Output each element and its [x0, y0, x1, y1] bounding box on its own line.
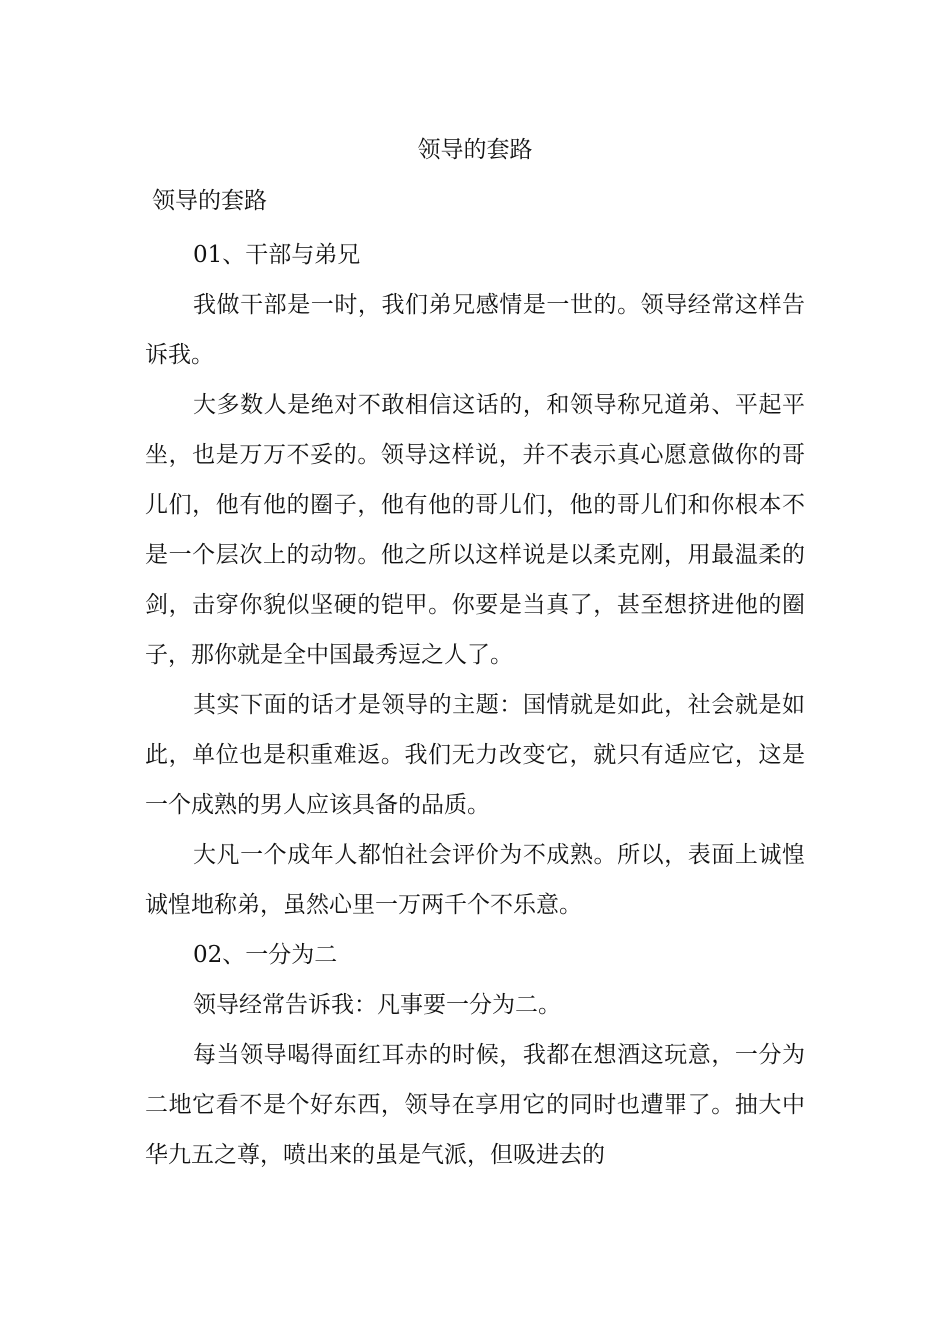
- paragraph-6: 每当领导喝得面红耳赤的时候，我都在想酒这玩意，一分为二地它看不是个好东西，领导在享用它的同时也遭罪了。抽大中华九五之尊，喷出来的虽是气派，但吸进去的: [145, 1042, 805, 1168]
- section-heading-02: 02、一分为二: [193, 942, 338, 968]
- paragraph-2: 大多数人是绝对不敢相信这话的，和领导称兄道弟、平起平坐，也是万万不妥的。领导这样说，并不表示真心愿意做你的哥儿们，他有他的圈子，他有他的哥儿们，他的哥儿们和你根本不是一个层次上的动物。他之所以这样说是以柔克刚，用最温柔的剑，击穿你貌似坚硬的铠甲。你要是当真了，甚至想挤进他的圈子，那你就是全中国最秀逗之人了。: [145, 392, 805, 668]
- paragraph-3: 其实下面的话才是领导的主题：国情就是如此，社会就是如此，单位也是积重难返。我们无力改变它，就只有适应它，这是一个成熟的男人应该具备的品质。: [145, 692, 805, 818]
- section-heading-01: 01、干部与弟兄: [193, 242, 361, 268]
- paragraph-1: 我做干部是一时，我们弟兄感情是一世的。领导经常这样告诉我。: [145, 292, 805, 368]
- document-body: [145, 230, 805, 1180]
- paragraph-4: 大凡一个成年人都怕社会评价为不成熟。所以，表面上诚惶诚惶地称弟，虽然心里一万两千个不乐意。: [145, 842, 805, 918]
- paragraph-5: 领导经常告诉我：凡事要一分为二。: [193, 992, 561, 1018]
- document-title: 领导的套路: [417, 137, 533, 163]
- document-subtitle: 领导的套路: [152, 188, 267, 214]
